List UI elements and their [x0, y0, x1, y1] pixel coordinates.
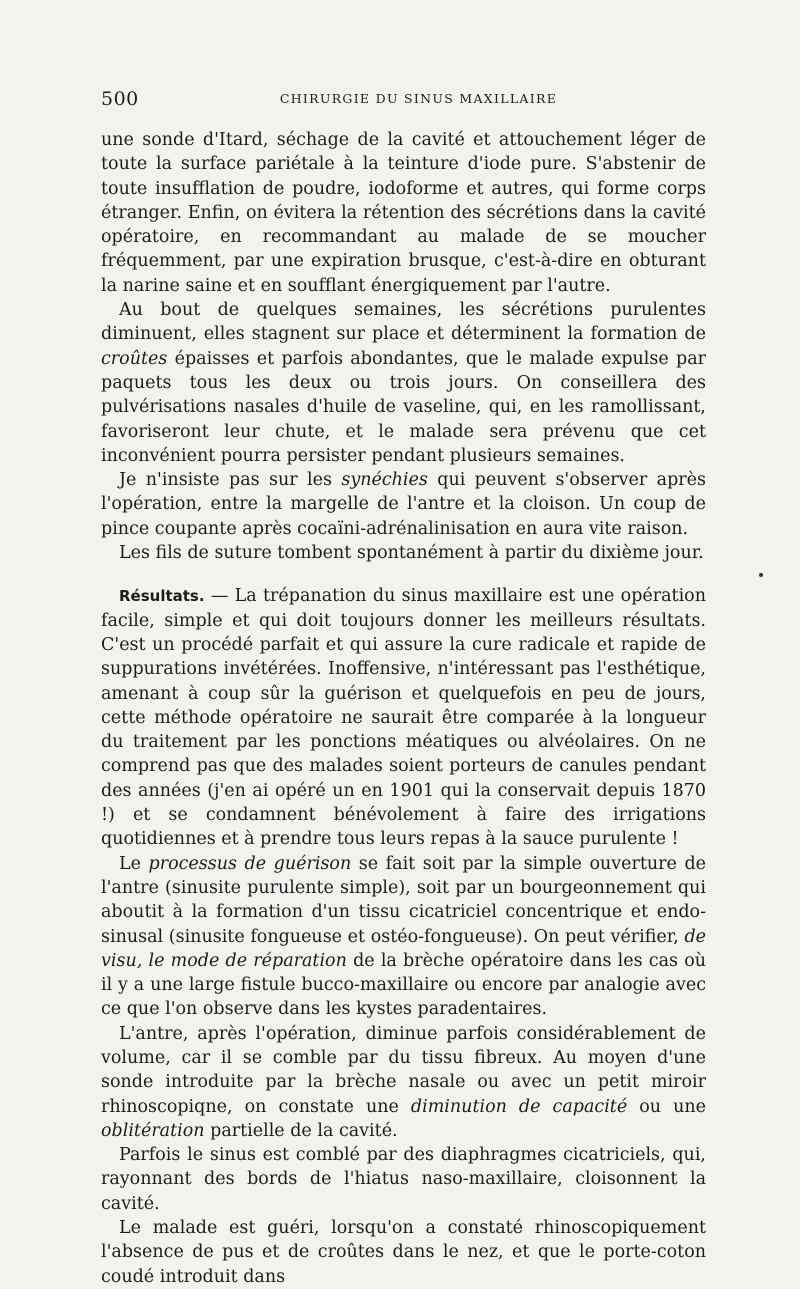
paragraph-4-text: Les fils de suture tombent spontanément à partir du dixième jour.: [119, 543, 704, 564]
paragraph-2-text-a: Au bout de quelques semaines, les sécrétions purulentes diminuent, elles stagnent sur place et déterminent la formation de: [101, 300, 706, 345]
paragraph-7-text-a: L'antre, après l'opération, diminue parfois considérablement de volume, car il se comble par du tissu fibreux. Au moyen d'une sonde introduite par la brèche nasale ou avec un petit miroir rhinoscopiqne, on constate une: [101, 1023, 706, 1117]
paragraph-7: [101, 1022, 706, 1143]
italic-synechies: synéchies: [341, 470, 428, 491]
paragraph-6: [101, 852, 706, 1022]
ink-speck: [759, 573, 763, 577]
italic-processus: processus de guérison: [148, 853, 352, 874]
paragraph-6-text-a: Le: [119, 853, 149, 874]
paragraph-1: [101, 128, 706, 298]
paragraph-3-text-b: qui peuvent s'observer après l'opération, entre la margelle de l'antre et la cloison. Un coup de pince coupante après cocaïni-adrénalinisation en aura vite raison.: [101, 470, 706, 539]
paragraph-4: [101, 541, 706, 565]
paragraph-8-text: Parfois le sinus est comblé par des diaphragmes cicatriciels, qui, rayonnant des bords de l'hiatus naso-maxillaire, cloisonnent la cavité.: [101, 1145, 706, 1214]
paragraph-resultats: [101, 584, 706, 851]
paragraph-7-text-c: partielle de la cavité.: [204, 1120, 398, 1141]
paragraph-6-text-c: de la brèche opératoire dans les cas où il y a une large fistule bucco-maxillaire ou encore par analogie avec ce que l'on observe dans les kystes paradentaires.: [101, 950, 706, 1020]
italic-de-visu: de visu, le mode de réparation: [101, 926, 706, 971]
body-text: [101, 128, 706, 1289]
paragraph-8: [101, 1143, 706, 1216]
paragraph-3: [101, 468, 706, 541]
section-heading-resultats: Résultats.: [119, 587, 205, 606]
page-header: [101, 88, 706, 112]
paragraph-9-text: Le malade est guéri, lorsqu'on a constaté rhinoscopiquement l'absence de pus et de croûtes dans le nez, et que le porte-coton coudé introduit dans: [101, 1218, 706, 1287]
italic-obliteration: oblitération: [101, 1120, 205, 1141]
paragraph-3-text-a: Je n'insiste pas sur les: [119, 470, 342, 491]
paragraph-9: [101, 1216, 706, 1289]
italic-croutes: croûtes: [101, 348, 168, 369]
paragraph-2: [101, 298, 706, 468]
paragraph-1-text: une sonde d'Itard, séchage de la cavité et attouchement léger de toute la surface pariétale à la teinture d'iode pure. S'abstenir de toute insufflation de poudre, iodoforme et autres, qui forme corps étranger. Enfin, on évitera la rétention des sécrétions dans la cavité opératoire, en recommandant au malade de se moucher fréquemment, par une expiration brusque, c'est-à-dire en obturant la narine saine et en soufflant énergiquement par l'autre.: [101, 130, 706, 296]
page-number: 500: [101, 88, 139, 110]
paragraph-5-text: — La trépanation du sinus maxillaire est une opération facile, simple et qui doit toujours donner les meilleurs résultats. C'est un procédé parfait et qui assure la cure radicale et rapide de suppurations invétérées. Inoffensive, n'intéressant pas l'esthétique, amenant à coup sûr la guérison et quelquefois en peu de jours, cette méthode opératoire ne saurait être comparée à la longueur du traitement par les ponctions méatiques ou alvéolaires. On ne comprend pas que des malades soient porteurs de canules pendant des années (j'en ai opéré un en 1901 qui la conservait depuis 1870 !) et se condamnent bénévolement à faire des irrigations quotidiennes et à prendre tous leurs repas à la sauce purulente !: [101, 586, 706, 850]
running-title: CHIRURGIE DU SINUS MAXILLAIRE: [279, 91, 558, 106]
paragraph-2-text-b: épaisses et parfois abondantes, que le malade expulse par paquets tous les deux ou trois jours. On conseillera des pulvérisations nasales d'huile de vaseline, qui, en les ramollissant, favoriseront leur chute, et le malade sera prévenu que cet inconvénient pourra persister pendant plusieurs semaines.: [101, 348, 706, 466]
italic-diminution: diminution de capacité: [410, 1096, 628, 1117]
paragraph-7-text-b: ou une: [627, 1096, 707, 1117]
paragraph-6-text-b: se fait soit par la simple ouverture de l'antre (sinusite purulente simple), soit par un bourgeonnement qui aboutit à la formation d'un tissu cicatriciel concentrique et endo-sinusal (sinusite fongueuse et ostéo-fongueuse). On peut vérifier,: [101, 853, 706, 947]
